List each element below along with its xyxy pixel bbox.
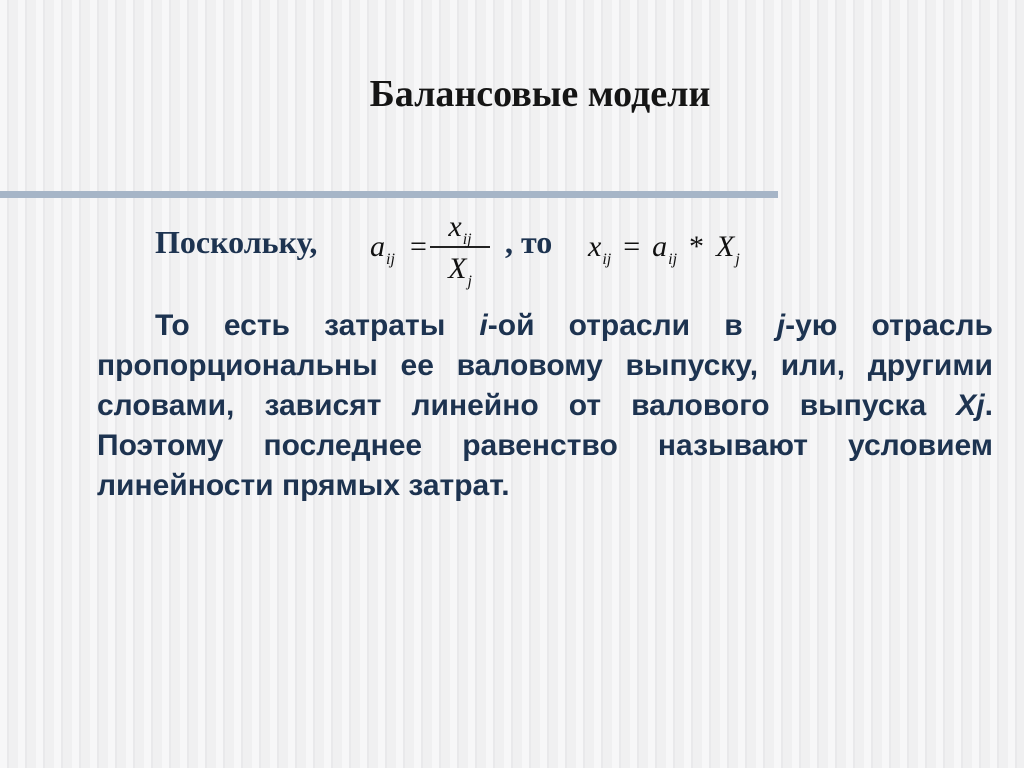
fraction-bar [430, 246, 490, 248]
divider-rule [0, 191, 778, 198]
index-j: j [776, 309, 786, 342]
formula1-lhs-var: a [370, 230, 385, 263]
formula2: xij = aij * Xj [588, 230, 740, 268]
formula1-lhs [370, 230, 395, 268]
formula-line [0, 210, 1024, 290]
index-i: i [479, 309, 488, 342]
body-paragraph: То есть затраты i-ой отрасли в j-ую отрасль пропорциональны ее валовому выпуску, или, другими словами, зависят линейно от валового выпуска Xj. Поэтому последнее равенство называют условием линейности прямых затрат. [97, 309, 993, 502]
since-word: Поскольку, [155, 224, 318, 260]
formula1-denominator: Xj [448, 252, 472, 290]
formula1-numerator: xij [448, 210, 472, 248]
formula1-eq: = [410, 230, 427, 263]
gross-output-xj: Xj [956, 389, 985, 422]
formula1-fraction [430, 210, 490, 290]
formula1-lhs-sub: ij [386, 251, 395, 268]
then-word: , то [505, 224, 553, 260]
slide-title: Балансовые модели [369, 73, 711, 115]
